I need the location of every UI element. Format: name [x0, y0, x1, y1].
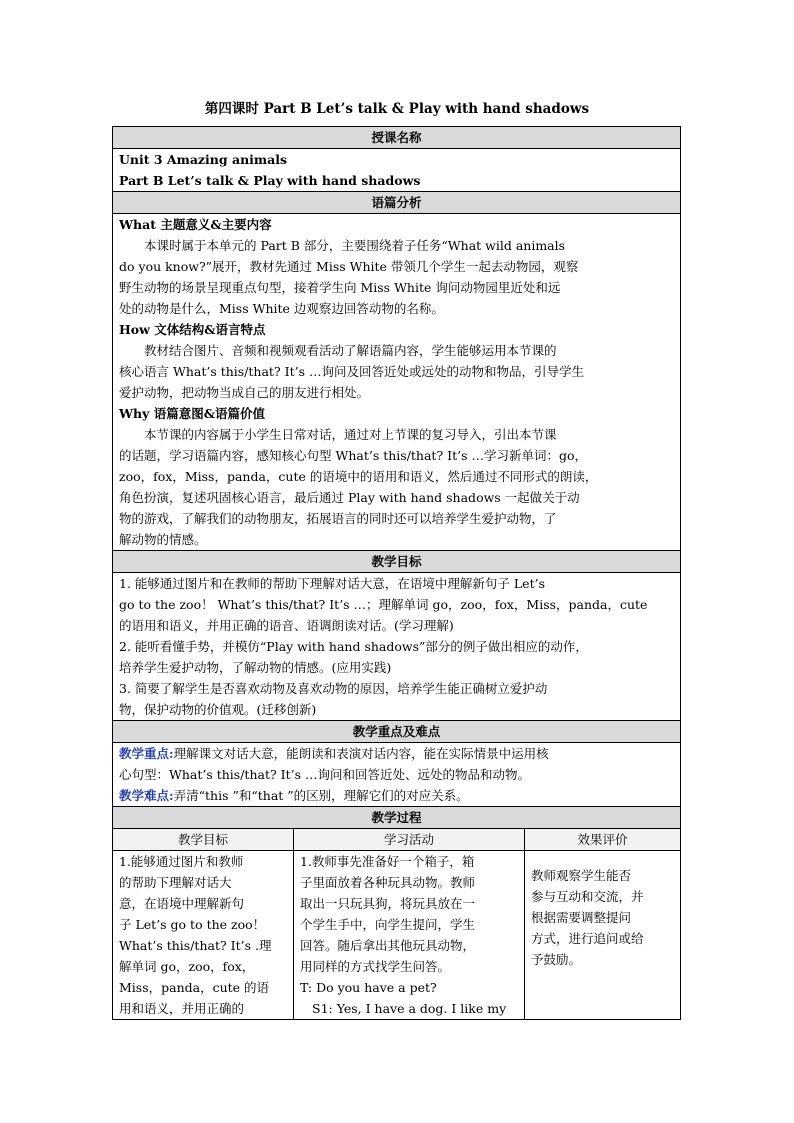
how-heading: How 文体结构&语言特点	[119, 322, 266, 337]
course-name-header: 授课名称	[113, 127, 681, 149]
eval-line: 教师观察学生能否	[531, 868, 632, 883]
process-eval-cell	[525, 851, 681, 1020]
activity-line: 用同样的方式找学生问答。	[300, 959, 451, 974]
key-points-cell	[113, 743, 681, 807]
activity-line: S1: Yes, I have a dog. I like my	[312, 1001, 507, 1016]
objective-line: 培养学生爱护动物，了解动物的情感。(应用实践)	[119, 660, 392, 675]
process-col-activity: 学习活动	[294, 829, 525, 851]
eval-line: 予鼓励。	[531, 952, 582, 967]
key-text: 理解课文对话大意，能朗读和表演对话内容，能在实际情景中运用核	[173, 746, 549, 761]
activity-line: 子里面放着各种玩具动物。教师	[300, 875, 476, 890]
how-line: 教材结合图片、音频和视频观看活动了解语篇内容，学生能够运用本节课的	[144, 343, 557, 358]
objective-line: 3. 简要了解学生是否喜欢动物及喜欢动物的原因，培养学生能正确树立爱护动	[119, 681, 548, 696]
what-line: 本课时属于本单元的 Part B 部分，主要围绕着子任务“What wild animals	[144, 238, 566, 253]
eval-line: 根据需要调整提问	[531, 910, 632, 925]
goal-line: What’s this/that? It’s .理	[119, 938, 272, 953]
objective-line: 2. 能听看懂手势，并模仿“Play with hand shadows”部分的例子做出相应的动作，	[119, 639, 588, 654]
course-unit: Unit 3 Amazing animals	[119, 152, 288, 167]
key-point-line	[119, 743, 674, 764]
what-heading: What 主题意义&主要内容	[119, 217, 272, 232]
text-analysis-header: 语篇分析	[113, 192, 681, 214]
lesson-plan-table	[112, 126, 681, 1020]
key-point-line-2: 心句型：What’s this/that? It’s …询问和回答近处、远处的物品和动物。	[119, 767, 530, 782]
why-line: 解动物的情感。	[119, 532, 207, 547]
what-line: 处的动物是什么，Miss White 边观察边回答动物的名称。	[119, 301, 444, 316]
goal-line: 解单词 go，zoo，fox，	[119, 959, 255, 974]
process-col-eval: 效果评价	[525, 829, 681, 851]
activity-line: 回答。随后拿出其他玩具动物，	[300, 938, 476, 953]
why-heading: Why 语篇意图&语篇价值	[119, 406, 266, 421]
process-col-goal: 教学目标	[113, 829, 294, 851]
objective-line: 物，保护动物的价值观。(迁移创新)	[119, 702, 317, 717]
process-goal-cell	[113, 851, 294, 1020]
text-analysis-cell	[113, 214, 681, 551]
objective-line: 1. 能够通过图片和在教师的帮助下理解对话大意，在语境中理解新句子 Let’s	[119, 576, 545, 591]
why-line: 角色扮演，复述巩固核心语言，最后通过 Play with hand shadows 一起做关于动	[119, 490, 580, 505]
process-activity-cell	[294, 851, 525, 1020]
key-points-header: 教学重点及难点	[113, 721, 681, 743]
page-title: 第四课时 Part B Let’s talk & Play with hand shadows	[204, 101, 590, 117]
activity-line: 取出一只玩具狗，将玩具放在一	[300, 896, 476, 911]
goal-line: Miss，panda，cute 的语	[119, 980, 270, 995]
objective-line: 的语用和语义，并用正确的语音、语调朗读对话。(学习理解)	[119, 618, 454, 633]
why-line: 的话题，学习语篇内容，感知核心句型 What’s this/that? It’s …学习新单词：go，	[119, 448, 587, 463]
why-line: 物的游戏，了解我们的动物朋友，拓展语言的同时还可以培养学生爱护动物，了	[119, 511, 557, 526]
why-line: zoo，fox，Miss，panda，cute 的语境中的语用和语义，然后通过不同形式的朗读，	[119, 469, 598, 484]
eval-line: 方式，进行追问或给	[531, 931, 644, 946]
goal-line: 用和语义，并用正确的	[119, 1001, 245, 1016]
difficulty-line	[119, 785, 674, 806]
course-part: Part B Let’s talk & Play with hand shadows	[119, 173, 421, 188]
goal-line: 子 Let’s go to the zoo！	[119, 917, 266, 932]
difficulty-label: 教学难点:	[119, 788, 174, 803]
objectives-cell	[113, 573, 681, 721]
how-line: 核心语言 What’s this/that? It’s …询问及回答近处或远处的动物和物品，引导学生	[119, 364, 584, 379]
key-label: 教学重点:	[119, 746, 174, 761]
why-line: 本节课的内容属于小学生日常对话，通过对上节课的复习导入，引出本节课	[144, 427, 557, 442]
goal-line: 1.能够通过图片和教师	[119, 854, 244, 869]
activity-line: T: Do you have a pet?	[300, 980, 437, 995]
course-name-cell	[113, 149, 681, 192]
how-line: 爱护动物，把动物当成自己的朋友进行相处。	[119, 385, 370, 400]
objectives-header: 教学目标	[113, 551, 681, 573]
goal-line: 的帮助下理解对话大	[119, 875, 232, 890]
process-header: 教学过程	[113, 807, 681, 829]
what-line: 野生动物的场景呈现重点句型，接着学生向 Miss White 询问动物园里近处和远	[119, 280, 561, 295]
goal-line: 意，在语境中理解新句	[119, 896, 245, 911]
what-line: do you know?”展开，教材先通过 Miss White 带领几个学生一起去动物园，观察	[119, 259, 579, 274]
eval-line: 参与互动和交流，并	[531, 889, 644, 904]
activity-line: 个学生手中，向学生提问，学生	[300, 917, 476, 932]
difficulty-text: 弄清“this ”和“that ”的区别，理解它们的对应关系。	[173, 788, 469, 803]
activity-line: 1.教师事先准备好一个箱子，箱	[300, 854, 475, 869]
objective-line: go to the zoo！ What’s this/that? It’s …；理解单词 go，zoo，fox，Miss，panda，cute	[119, 597, 648, 612]
